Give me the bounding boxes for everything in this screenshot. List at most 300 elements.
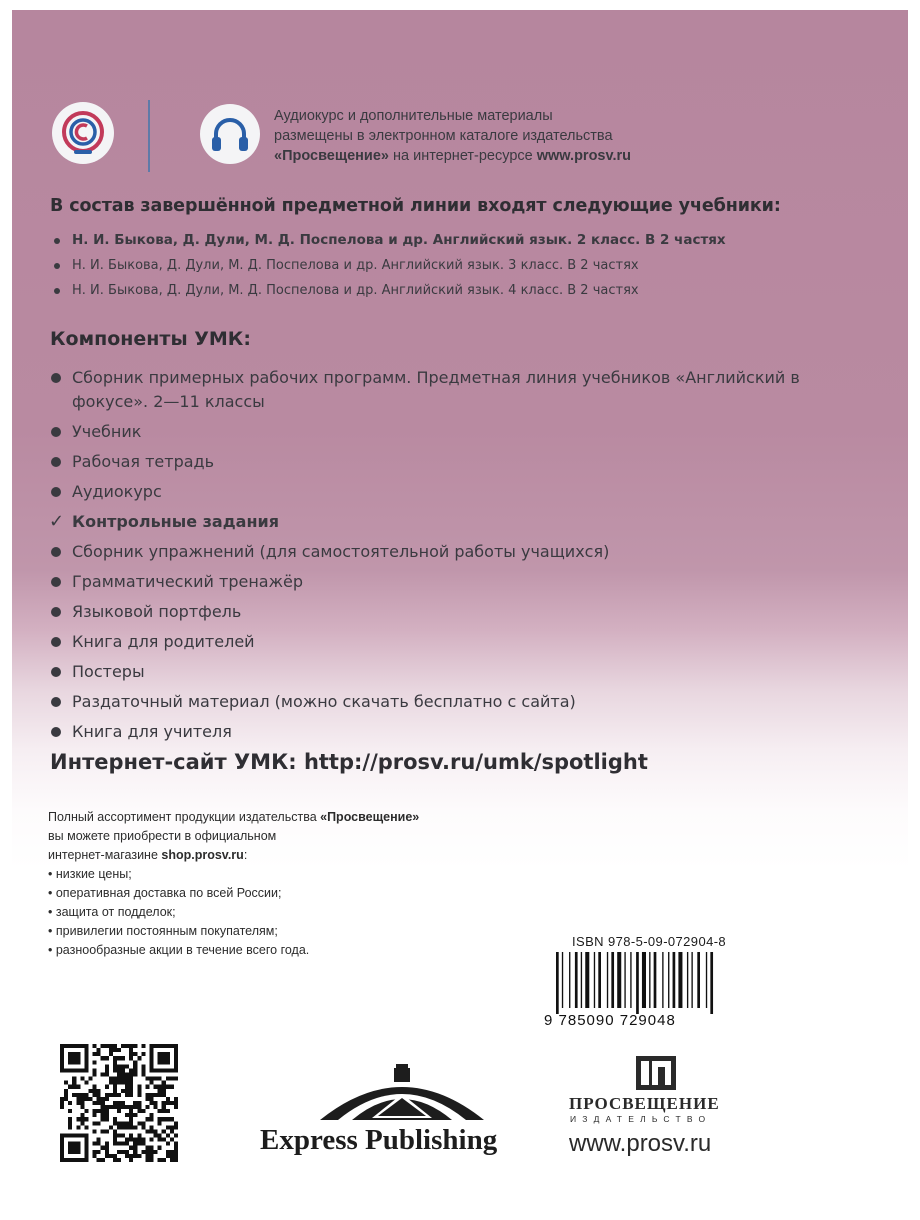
qr-module [150,1150,154,1154]
umk-item [50,480,870,504]
qr-module [150,1113,154,1117]
umk-item-label: Книга для родителей [72,632,255,651]
qr-module [105,1105,109,1109]
qr-module [129,1068,133,1072]
qr-module [137,1056,141,1060]
qr-module [113,1085,117,1089]
qr-module [150,1097,154,1101]
shop-line-3 [48,846,518,865]
qr-module [133,1064,137,1068]
qr-module [109,1044,113,1048]
umk-item-label: Постеры [72,662,145,681]
qr-module [113,1060,117,1064]
umk-item-label: Сборник примерных рабочих программ. Предметная линия учебников «Английский в фокусе». 2—11 классы [72,368,800,411]
bullet-icon [51,457,61,467]
qr-module [129,1044,133,1048]
qr-module [162,1093,166,1097]
qr-module [68,1101,72,1105]
qr-module [133,1101,137,1105]
qr-module [125,1064,129,1068]
qr-module [105,1093,109,1097]
qr-module [113,1129,117,1133]
qr-module [125,1044,129,1048]
qr-module [145,1077,149,1081]
qr-module [93,1089,97,1093]
textbook-item: Н. И. Быкова, Д. Дули, М. Д. Поспелова и др. Английский язык. 2 класс. В 2 частях [50,228,870,253]
umk-website[interactable]: Интернет-сайт УМК: http://prosv.ru/umk/spotlight [50,750,648,774]
qr-module [162,1089,166,1093]
barcode-bar [562,952,563,1008]
qr-module [174,1125,178,1129]
qr-module [154,1150,158,1154]
qr-module [154,1093,158,1097]
qr-module [64,1093,68,1097]
qr-code [60,1044,178,1162]
umk-item [50,420,870,444]
qr-module [113,1064,117,1068]
qr-module [129,1105,133,1109]
barcode-bar [607,952,608,1008]
qr-module [121,1072,125,1076]
qr-module [129,1146,133,1150]
qr-module [125,1081,129,1085]
qr-module [117,1125,121,1129]
qr-module [158,1117,162,1121]
qr-module [133,1150,137,1154]
audio-line-2: размещены в электронном каталоге издательства [274,128,613,144]
qr-module [68,1109,72,1113]
qr-module [137,1154,141,1158]
qr-module [137,1134,141,1138]
qr-module [121,1068,125,1072]
qr-module [117,1077,121,1081]
qr-module [145,1129,149,1133]
qr-module [133,1138,137,1142]
qr-module [76,1125,80,1129]
shop-line-3-end: : [243,848,248,862]
qr-module [145,1093,149,1097]
qr-module [174,1097,178,1101]
qr-module [162,1109,166,1113]
qr-module [72,1077,76,1081]
barcode-bar [673,952,676,1008]
bullet-icon [51,577,61,587]
qr-module [93,1129,97,1133]
qr-module [162,1117,166,1121]
catalog-icon [52,102,114,164]
qr-module [129,1093,133,1097]
benefit-label: низкие цены; [55,867,132,881]
qr-module [129,1072,133,1076]
qr-module [113,1154,117,1158]
qr-module [158,1089,162,1093]
qr-module [125,1150,129,1154]
qr-module [141,1072,145,1076]
qr-module [141,1044,145,1048]
barcode-bar [654,952,657,1008]
barcode-bar [649,952,650,1008]
qr-module [170,1138,174,1142]
qr-module [150,1101,154,1105]
qr-module [101,1113,105,1117]
qr-module [109,1093,113,1097]
qr-module [113,1093,117,1097]
qr-module [68,1052,80,1064]
qr-module [60,1105,64,1109]
barcode-bar [630,952,631,1008]
qr-module [68,1121,72,1125]
qr-module [174,1121,178,1125]
qr-module [105,1068,109,1072]
qr-module [109,1105,113,1109]
qr-module [117,1142,121,1146]
qr-module [162,1101,166,1105]
qr-module [109,1125,113,1129]
bullet-icon [51,487,61,497]
barcode-bar [575,952,578,1008]
umk-item-label: Раздаточный материал (можно скачать бесплатно с сайта) [72,692,576,711]
qr-module [129,1081,133,1085]
qr-module [117,1072,121,1076]
qr-module [93,1113,97,1117]
barcode-number: 9 785090 729048 [544,1012,676,1029]
qr-module [158,1077,162,1081]
qr-module [141,1109,145,1113]
qr-module [129,1138,133,1142]
qr-module [137,1142,141,1146]
shop-brand: «Просвещение» [320,810,420,824]
qr-module [141,1064,145,1068]
qr-module [117,1068,121,1072]
qr-module [93,1121,97,1125]
qr-module [121,1077,125,1081]
shop-line-1 [48,808,518,827]
textbook-item: Н. И. Быкова, Д. Дули, М. Д. Поспелова и др. Английский язык. 4 класс. В 2 частях [50,278,870,303]
qr-module [121,1125,125,1129]
qr-module [150,1154,154,1158]
shop-line-1-text: Полный ассортимент продукции издательства [48,810,321,824]
qr-module [88,1089,92,1093]
prosveshchenie-subtitle: ИЗДАТЕЛЬСТВО [570,1114,712,1124]
qr-module [76,1117,80,1121]
benefit-label: оперативная доставка по всей России; [55,886,282,900]
qr-module [97,1138,101,1142]
qr-module [121,1081,125,1085]
qr-module [117,1048,121,1052]
audio-line-3-text: на интернет-ресурсе [388,148,537,164]
qr-module [109,1052,113,1056]
qr-module [170,1077,174,1081]
prosveshchenie-url[interactable]: www.prosv.ru [569,1130,712,1157]
qr-module [162,1138,166,1142]
qr-module [93,1109,97,1113]
bullet-icon [51,697,61,707]
qr-module [84,1093,88,1097]
qr-module [150,1077,154,1081]
qr-module [158,1085,162,1089]
qr-module [174,1105,178,1109]
qr-module [158,1052,170,1064]
qr-module [145,1105,149,1109]
qr-module [105,1129,109,1133]
qr-module [105,1117,109,1121]
qr-module [133,1060,137,1064]
qr-module [68,1142,80,1154]
qr-module [141,1121,145,1125]
back-cover [12,10,908,1210]
qr-module [105,1064,109,1068]
qr-module [80,1101,84,1105]
qr-module [68,1125,72,1129]
qr-module [105,1142,109,1146]
umk-item [50,600,870,624]
qr-module [133,1052,137,1056]
qr-module [93,1052,97,1056]
textbook-list [50,228,870,303]
qr-module [113,1101,117,1105]
qr-module [141,1150,145,1154]
qr-module [166,1125,170,1129]
qr-module [97,1052,101,1056]
express-publishing-name: Express Publishing [260,1124,498,1156]
bullet-icon [51,427,61,437]
qr-module [158,1134,162,1138]
qr-module [133,1072,137,1076]
qr-module [113,1105,117,1109]
qr-module [80,1113,84,1117]
qr-module [137,1105,141,1109]
barcode-bar [697,952,700,1008]
qr-module [113,1044,117,1048]
qr-module [133,1142,137,1146]
qr-module [154,1085,158,1089]
qr-module [117,1064,121,1068]
qr-module [113,1077,117,1081]
qr-module [109,1048,113,1052]
qr-module [93,1154,97,1158]
qr-module [150,1129,154,1133]
qr-module [170,1085,174,1089]
qr-module [101,1044,105,1048]
benefit-label: защита от подделок; [55,905,176,919]
qr-module [101,1072,105,1076]
qr-module [80,1097,84,1101]
qr-module [129,1077,133,1081]
bullet-icon [51,727,61,737]
qr-module [113,1158,117,1162]
audio-logo [200,104,260,164]
benefit-item: • оперативная доставка по всей России; [48,886,282,900]
benefit-item: • разнообразные акции в течение всего года. [48,943,310,957]
isbn-label: ISBN 978-5-09-072904-8 [572,934,727,949]
qr-module [162,1129,166,1133]
qr-module [117,1134,121,1138]
qr-module [93,1093,97,1097]
qr-module [105,1056,109,1060]
bullet-icon [51,637,61,647]
benefit-item: • привилегии постоянным покупателям; [48,924,278,938]
qr-module [113,1134,117,1138]
barcode-bar [569,952,570,1008]
qr-module [145,1146,149,1150]
qr-module [93,1085,97,1089]
qr-module [170,1150,174,1154]
qr-module [145,1085,149,1089]
qr-module [129,1113,133,1117]
qr-module [154,1105,158,1109]
qr-module [121,1044,125,1048]
qr-module [166,1097,170,1101]
qr-module [150,1125,154,1129]
qr-module [101,1158,105,1162]
barcode-bar [678,952,682,1008]
qr-module [101,1129,105,1133]
qr-module [60,1097,64,1101]
qr-module [141,1125,145,1129]
umk-item [50,366,870,414]
benefit-item: • защита от подделок; [48,905,176,919]
umk-title: Компоненты УМК: [50,328,251,350]
qr-module [137,1101,141,1105]
qr-module [117,1158,121,1162]
qr-module [113,1048,117,1052]
qr-module [117,1093,121,1097]
qr-module [117,1109,121,1113]
umk-item-label: Аудиокурс [72,482,162,501]
barcode-bar [624,952,625,1008]
headphones-icon [200,104,260,164]
qr-module [105,1085,109,1089]
qr-module [170,1154,174,1158]
qr-module [97,1101,101,1105]
qr-module [133,1113,137,1117]
qr-module [109,1077,113,1081]
qr-module [145,1097,149,1101]
qr-module [80,1093,84,1097]
qr-module [145,1154,149,1158]
qr-module [125,1093,129,1097]
qr-module [93,1101,97,1105]
qr-module [174,1150,178,1154]
qr-module [174,1077,178,1081]
qr-module [117,1105,121,1109]
express-publishing-logo [312,1060,492,1122]
qr-module [133,1146,137,1150]
qr-module [117,1081,121,1085]
qr-module [141,1052,145,1056]
electronic-catalog-logo [52,102,114,164]
qr-module [105,1072,109,1076]
qr-module [174,1158,178,1162]
shop-info [48,808,518,960]
qr-module [97,1097,101,1101]
qr-module [76,1097,80,1101]
benefit-label: привилегии постоянным покупателям; [55,924,278,938]
barcode-bar [687,952,688,1008]
barcode-bar [706,952,707,1008]
qr-module [133,1044,137,1048]
qr-module [105,1146,109,1150]
qr-module [76,1101,80,1105]
qr-module [88,1097,92,1101]
qr-module [125,1121,129,1125]
audio-url[interactable]: www.prosv.ru [536,148,632,164]
qr-module [158,1146,162,1150]
prosveshchenie-name: ПРОСВЕЩЕНИЕ [569,1094,720,1113]
qr-module [154,1101,158,1105]
qr-module [101,1097,105,1101]
shop-url[interactable]: shop.prosv.ru [161,848,244,862]
umk-item-label: Учебник [72,422,142,441]
qr-module [97,1121,101,1125]
qr-module [84,1081,88,1085]
qr-module [129,1154,133,1158]
qr-module [145,1158,149,1162]
qr-module [133,1125,137,1129]
qr-module [162,1085,166,1089]
barcode-bar [598,952,601,1008]
qr-module [174,1101,178,1105]
qr-module [129,1085,133,1089]
qr-module [97,1142,101,1146]
qr-module [158,1121,162,1125]
qr-module [150,1146,154,1150]
audio-brand: «Просвещение» [274,148,389,164]
qr-module [150,1081,154,1085]
qr-module [150,1117,154,1121]
qr-module [133,1154,137,1158]
qr-module [97,1093,101,1097]
qr-module [113,1056,117,1060]
shop-line-3-text: интернет-магазине [48,848,162,862]
umk-item-label: Языковой портфель [72,602,242,621]
qr-module [125,1113,129,1117]
qr-module [68,1085,72,1089]
qr-module [101,1105,105,1109]
qr-module [97,1158,101,1162]
qr-module [113,1138,117,1142]
qr-module [170,1125,174,1129]
shop-line-2: вы можете приобрести в официальном [48,829,277,843]
qr-module [117,1056,121,1060]
qr-module [166,1117,170,1121]
qr-module [170,1117,174,1121]
qr-module [174,1142,178,1146]
audio-line-1: Аудиокурс и дополнительные материалы [274,108,553,124]
umk-item-label: Сборник упражнений (для самостоятельной работы учащихся) [72,542,610,561]
qr-module [129,1109,133,1113]
umk-item-label: Грамматический тренажёр [72,572,304,591]
qr-module [105,1113,109,1117]
barcode-bar [581,952,582,1008]
qr-module [80,1077,84,1081]
qr-module [64,1081,68,1085]
qr-module [125,1154,129,1158]
qr-module [101,1117,105,1121]
umk-item [50,720,870,744]
qr-module [170,1158,174,1162]
qr-module [84,1117,88,1121]
qr-module [125,1105,129,1109]
qr-module [121,1142,125,1146]
qr-module [105,1150,109,1154]
qr-module [166,1150,170,1154]
qr-module [125,1089,129,1093]
qr-module [150,1138,154,1142]
benefit-label: разнообразные акции в течение всего года. [55,943,310,957]
qr-module [105,1109,109,1113]
audio-info [274,106,834,166]
